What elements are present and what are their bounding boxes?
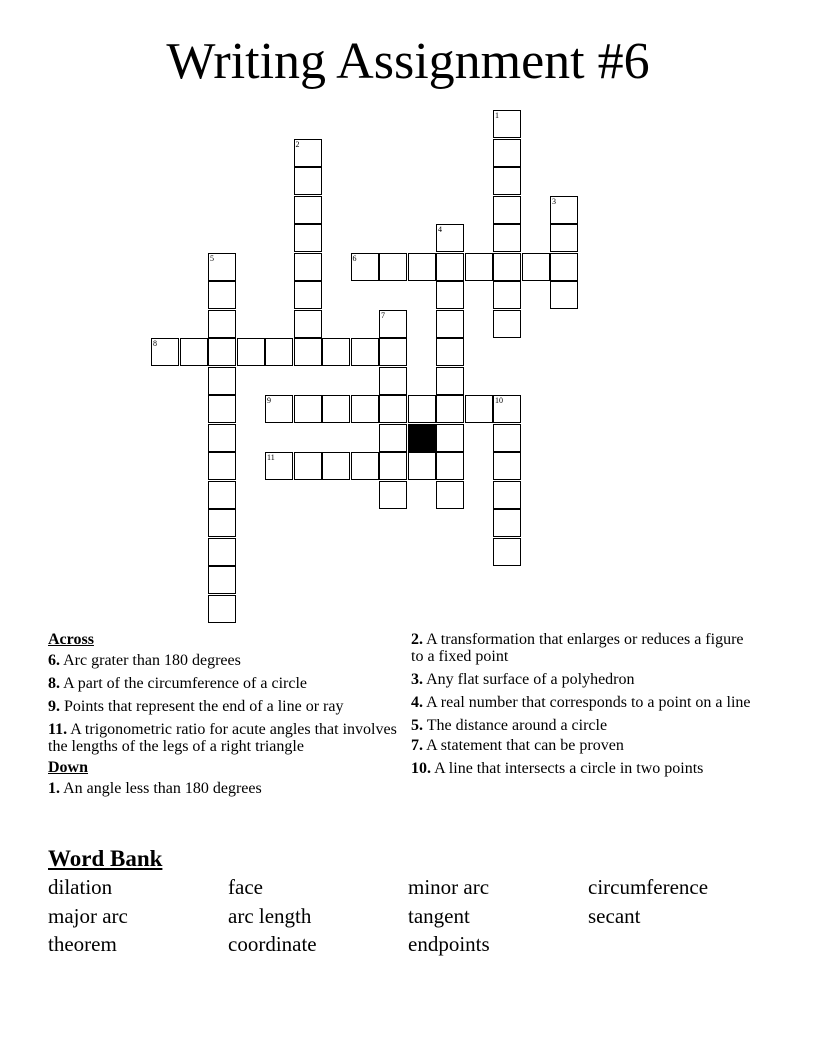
crossword-cell[interactable]	[522, 253, 550, 281]
crossword-cell[interactable]	[436, 395, 464, 423]
clue-down-3	[411, 671, 756, 688]
clue-text: A part of the circumference of a circle	[63, 675, 307, 692]
word-bank-item: tangent	[408, 903, 470, 928]
cell-number: 2	[295, 139, 300, 149]
cell-number: 10	[495, 396, 503, 405]
clue-text: Arc grater than 180 degrees	[63, 652, 241, 669]
word-bank-item: face	[228, 875, 263, 899]
clue-text: A transformation that enlarges or reduces a figure to a fixed point	[411, 631, 744, 665]
crossword-cell[interactable]	[493, 452, 521, 480]
clue-number: 3.	[411, 671, 423, 688]
clue-number: 10.	[411, 760, 431, 777]
crossword-cell[interactable]	[208, 338, 236, 366]
crossword-cell[interactable]	[465, 253, 493, 281]
crossword-cell[interactable]	[436, 367, 464, 395]
crossword-cell[interactable]	[294, 196, 322, 224]
clue-number: 5.	[411, 717, 423, 734]
crossword-cell[interactable]	[465, 395, 493, 423]
word-bank-item: circumference	[588, 875, 709, 899]
cell-number: 1	[495, 111, 499, 120]
crossword-cell[interactable]	[265, 338, 293, 366]
crossword-cell[interactable]	[550, 281, 578, 309]
word-bank-item: dilation	[48, 875, 113, 899]
clue-down-7	[411, 737, 756, 754]
crossword-cell[interactable]	[379, 253, 407, 281]
crossword-cell[interactable]	[208, 538, 236, 566]
cell-number: 6	[352, 253, 357, 263]
crossword-cell[interactable]	[436, 338, 464, 366]
cell-number: 4	[438, 225, 442, 234]
crossword-cell[interactable]	[208, 481, 236, 509]
crossword-cell[interactable]	[550, 224, 578, 252]
crossword-cell[interactable]	[379, 338, 407, 366]
crossword-cell[interactable]	[493, 281, 521, 309]
crossword-cell[interactable]	[322, 338, 350, 366]
crossword-cell[interactable]	[294, 395, 322, 423]
word-bank-item: coordinate	[228, 932, 317, 956]
black-square	[408, 424, 436, 452]
crossword-cell[interactable]	[379, 424, 407, 452]
clue-text: The distance around a circle	[426, 717, 608, 734]
crossword-cell[interactable]	[493, 310, 521, 338]
clue-number: 4.	[411, 694, 423, 711]
cell-number: 11	[267, 453, 275, 462]
word-bank-item: major arc	[48, 903, 128, 928]
crossword-cell[interactable]	[436, 424, 464, 452]
clue-number: 6.	[48, 652, 60, 669]
crossword-cell[interactable]	[379, 310, 407, 338]
clue-down-1	[48, 780, 404, 797]
clue-text: Any flat surface of a polyhedron	[426, 671, 635, 688]
crossword-cell[interactable]	[351, 452, 379, 480]
crossword-cell[interactable]	[294, 224, 322, 252]
crossword-cell[interactable]	[294, 167, 322, 195]
crossword-cell[interactable]	[493, 424, 521, 452]
clue-across-11	[48, 721, 404, 755]
word-bank-item: theorem	[48, 932, 117, 956]
clue-down-5	[411, 717, 756, 734]
word-bank	[48, 873, 768, 959]
clues-right-column	[411, 631, 756, 783]
clue-text: A trigonometric ratio for acute angles that involves the lengths of the legs of a right triangle	[48, 721, 397, 755]
crossword-cell[interactable]	[208, 367, 236, 395]
crossword-cell[interactable]	[493, 395, 521, 423]
crossword-cell[interactable]	[493, 139, 521, 167]
crossword-cell[interactable]	[265, 395, 293, 423]
crossword-cell[interactable]	[294, 281, 322, 309]
crossword-cell[interactable]	[493, 224, 521, 252]
crossword-cell[interactable]	[265, 452, 293, 480]
crossword-cell[interactable]	[294, 253, 322, 281]
crossword-cell[interactable]	[379, 367, 407, 395]
clue-across-6	[48, 652, 404, 669]
crossword-cell[interactable]	[208, 281, 236, 309]
cell-number: 9	[267, 396, 271, 405]
cell-number: 7	[381, 310, 385, 320]
crossword-cell[interactable]	[550, 196, 578, 224]
crossword-cell[interactable]	[493, 196, 521, 224]
crossword-cell[interactable]	[151, 338, 179, 366]
cell-number: 5	[210, 253, 214, 263]
crossword-cell[interactable]	[436, 310, 464, 338]
crossword-cell[interactable]	[237, 338, 265, 366]
word-bank-item: secant	[588, 903, 641, 928]
crossword-cell[interactable]	[550, 253, 578, 281]
crossword-cell[interactable]	[436, 281, 464, 309]
across-heading: Across	[48, 631, 94, 648]
crossword-cell[interactable]	[379, 481, 407, 509]
crossword-cell[interactable]	[379, 395, 407, 423]
crossword-cell[interactable]	[493, 509, 521, 537]
clue-text: A statement that can be proven	[426, 737, 624, 754]
down-heading: Down	[48, 759, 89, 776]
clue-number: 11.	[48, 721, 68, 738]
crossword-cell[interactable]	[180, 338, 208, 366]
cell-number: 8	[153, 339, 157, 348]
word-bank-item: endpoints	[408, 932, 490, 956]
crossword-cell[interactable]	[436, 253, 464, 281]
clues-left-column	[48, 631, 404, 803]
clue-down-4	[411, 694, 756, 711]
word-bank-item: arc length	[228, 903, 312, 928]
clue-number: 8.	[48, 675, 60, 692]
crossword-cell[interactable]	[493, 110, 521, 138]
crossword-cell[interactable]	[294, 310, 322, 338]
crossword-cell[interactable]	[436, 481, 464, 509]
crossword-cell[interactable]	[493, 253, 521, 281]
clue-down-2	[411, 631, 756, 665]
crossword-cell[interactable]	[208, 253, 236, 281]
clue-number: 7.	[411, 737, 423, 754]
clue-number: 1.	[48, 780, 60, 797]
clue-text: An angle less than 180 degrees	[63, 780, 262, 797]
clue-number: 2.	[411, 631, 423, 648]
crossword-cell[interactable]	[208, 310, 236, 338]
crossword-cell[interactable]	[379, 452, 407, 480]
crossword-cell[interactable]	[351, 253, 379, 281]
clue-down-10	[411, 760, 756, 777]
crossword-cell[interactable]	[351, 395, 379, 423]
crossword-cell[interactable]	[408, 253, 436, 281]
crossword-cell[interactable]	[294, 139, 322, 167]
crossword-cell[interactable]	[322, 395, 350, 423]
crossword-cell[interactable]	[408, 395, 436, 423]
crossword-cell[interactable]	[294, 338, 322, 366]
crossword-cell[interactable]	[322, 452, 350, 480]
crossword-cell[interactable]	[208, 595, 236, 623]
crossword-cell[interactable]	[208, 452, 236, 480]
cell-number: 3	[552, 196, 556, 206]
crossword-cell[interactable]	[436, 224, 464, 252]
crossword-cell[interactable]	[208, 509, 236, 537]
word-bank-item: minor arc	[408, 875, 490, 899]
clue-number: 9.	[48, 698, 60, 715]
crossword-cell[interactable]	[408, 452, 436, 480]
crossword-cell[interactable]	[493, 481, 521, 509]
clue-text: A real number that corresponds to a point on a line	[426, 694, 751, 711]
crossword-cell[interactable]	[208, 566, 236, 594]
clue-text: A line that intersects a circle in two points	[434, 760, 704, 777]
crossword-cell[interactable]	[351, 338, 379, 366]
page-title: Writing Assignment #6	[166, 33, 650, 90]
crossword-cell[interactable]	[294, 452, 322, 480]
clue-text: Points that represent the end of a line or ray	[64, 698, 344, 715]
crossword-cell[interactable]	[208, 424, 236, 452]
crossword-cell[interactable]	[493, 167, 521, 195]
crossword-cell[interactable]	[208, 395, 236, 423]
crossword-cell[interactable]	[436, 452, 464, 480]
word-bank-title: Word Bank	[48, 846, 163, 871]
clue-across-9	[48, 698, 404, 715]
clue-across-8	[48, 675, 404, 692]
crossword-cell[interactable]	[493, 538, 521, 566]
